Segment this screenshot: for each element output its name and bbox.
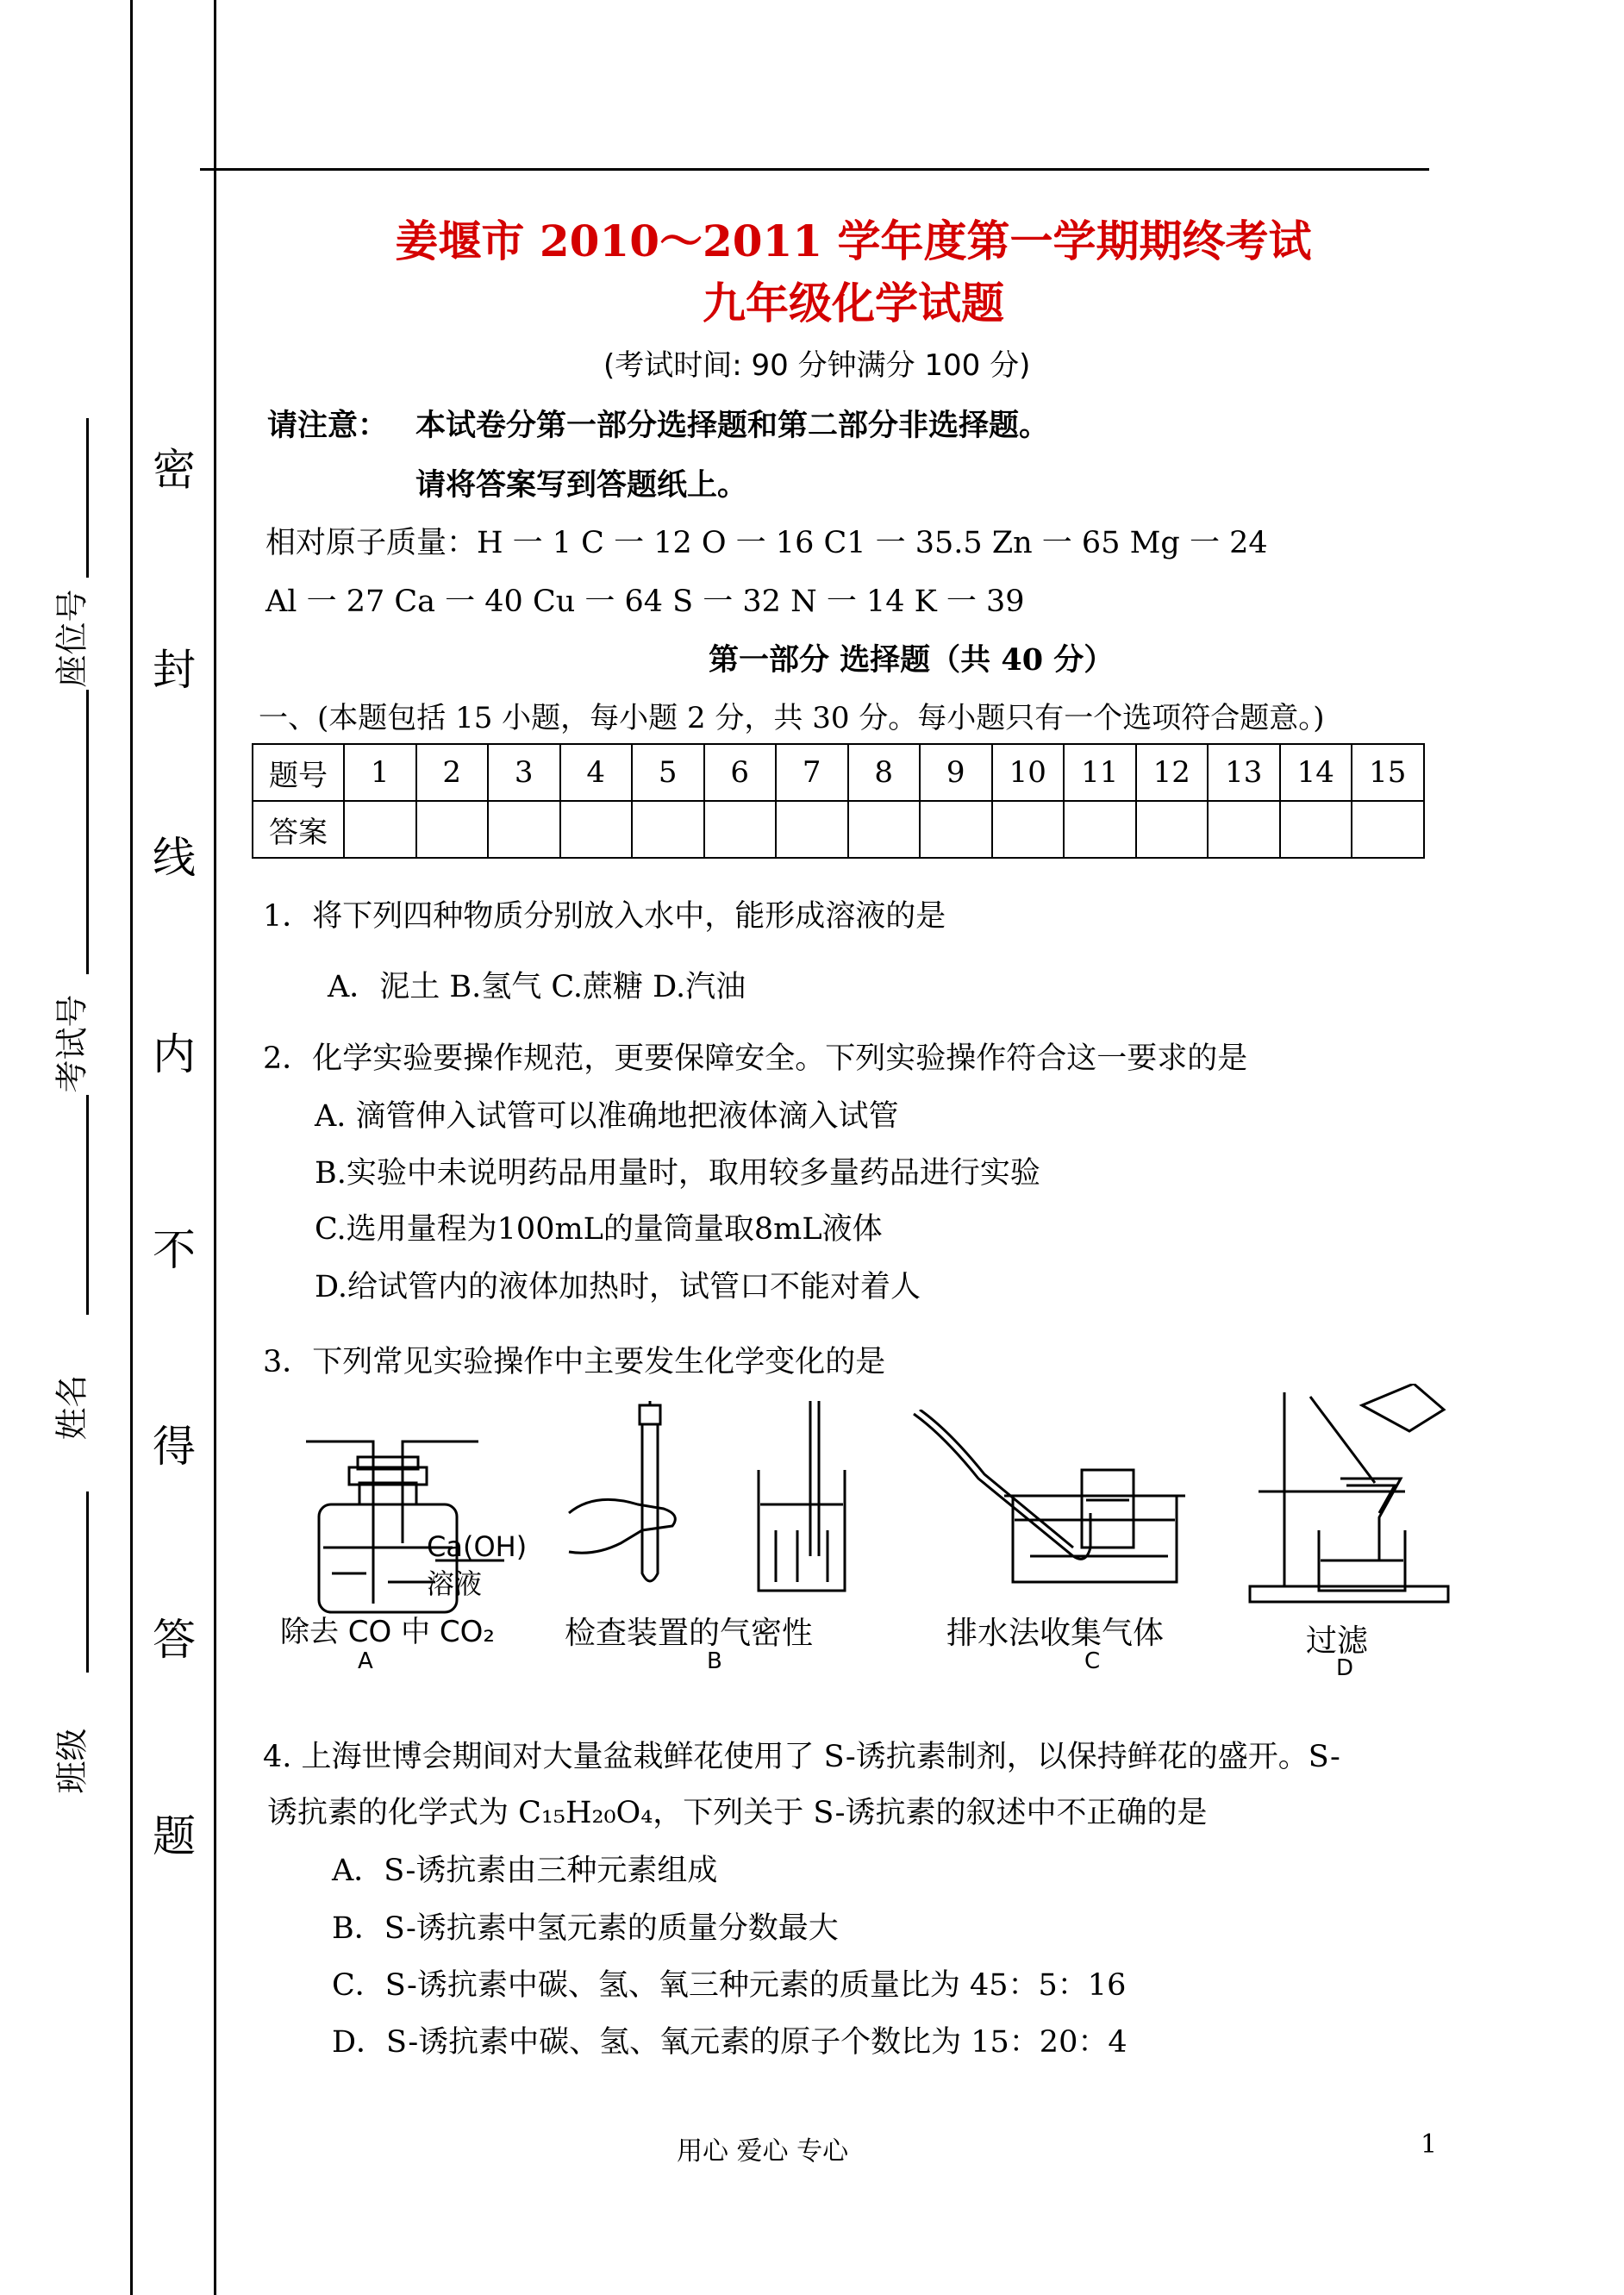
q4-option-d: D．S-诱抗素中碳、氢、氧元素的原子个数比为 15：20：4 xyxy=(332,2025,1127,2060)
q2-option-c: C.选用量程为100mL的量筒量取8mL液体 xyxy=(315,1212,883,1247)
atomic-mass-line-1: 相对原子质量：H 一 1 C 一 12 O 一 16 C1 一 35.5 Zn 一 65 Mg 一 24 xyxy=(265,526,1268,560)
footer-motto: 用心 爱心 专心 xyxy=(677,2136,849,2167)
answer-cell[interactable] xyxy=(416,801,489,858)
margin-line-outer xyxy=(130,0,133,2295)
question-number-cell: 15 xyxy=(1352,744,1424,801)
q2-option-a: A. 滴管伸入试管可以准确地把液体滴入试管 xyxy=(315,1099,899,1134)
question-number-cell: 6 xyxy=(704,744,777,801)
answer-cell[interactable] xyxy=(704,801,777,858)
table-row xyxy=(253,744,1424,801)
question-number-cell: 10 xyxy=(992,744,1065,801)
q4-option-c: C．S-诱抗素中碳、氢、氧三种元素的质量比为 45：5：16 xyxy=(332,1968,1127,2003)
answer-cell[interactable] xyxy=(848,801,921,858)
question-number-cell: 1 xyxy=(344,744,416,801)
seal-char-2: 封 xyxy=(153,645,196,695)
answer-cell[interactable] xyxy=(920,801,992,858)
apparatus-c-caption: 排水法收集气体 xyxy=(946,1616,1165,1651)
exam-number-label: 考试号 xyxy=(53,994,91,1093)
answer-cell[interactable] xyxy=(1136,801,1209,858)
question-number-cell: 4 xyxy=(560,744,633,801)
q1-options: A．泥土 B.氢气 C.蔗糖 D.汽油 xyxy=(328,970,746,1004)
apparatus-b-letter: B xyxy=(707,1648,722,1674)
apparatus-a-caption: 除去 CO 中 CO₂ xyxy=(280,1615,496,1649)
exam-title: 姜堰市 2010～2011 学年度第一学期期终考试 xyxy=(395,216,1312,266)
question-number-cell: 11 xyxy=(1064,744,1136,801)
part1-heading: 第一部分 选择题（共 40 分） xyxy=(709,642,1115,678)
q2-option-d: D.给试管内的液体加热时，试管口不能对着人 xyxy=(315,1270,921,1304)
question-number-cell: 2 xyxy=(416,744,489,801)
seat-number-label: 座位号 xyxy=(53,589,91,688)
seal-char-4: 内 xyxy=(153,1029,196,1079)
apparatus-b-caption: 检查装置的气密性 xyxy=(565,1616,814,1651)
exam-number-line xyxy=(86,690,89,974)
answer-cell[interactable] xyxy=(1064,801,1136,858)
answer-cell[interactable] xyxy=(992,801,1065,858)
apparatus-a-letter: A xyxy=(358,1648,373,1674)
question-number-cell: 13 xyxy=(1208,744,1280,801)
apparatus-d-letter: D xyxy=(1336,1655,1354,1681)
q4-stem-line-1: 4. 上海世博会期间对大量盆栽鲜花使用了 S-诱抗素制剂，以保持鲜花的盛开。S- xyxy=(263,1740,1340,1774)
part1-instruction: 一、(本题包括 15 小题，每小题 2 分，共 30 分。每小题只有一个选项符合题意。) xyxy=(259,701,1325,735)
class-line xyxy=(86,1491,89,1673)
answer-table xyxy=(252,743,1425,859)
notice-label: 请注意： xyxy=(267,408,389,443)
answer-cell[interactable] xyxy=(344,801,416,858)
table-row xyxy=(253,801,1424,858)
answer-cell[interactable] xyxy=(1208,801,1280,858)
question-number-cell: 9 xyxy=(920,744,992,801)
seal-char-8: 题 xyxy=(153,1811,196,1861)
answer-cell[interactable] xyxy=(560,801,633,858)
table-header-cell: 题号 xyxy=(253,744,344,801)
apparatus-d-filtration xyxy=(1241,1384,1465,1608)
apparatus-a-reagent-label-2: 溶液 xyxy=(427,1567,483,1600)
question-number-cell: 7 xyxy=(776,744,848,801)
seal-char-7: 答 xyxy=(153,1615,196,1665)
notice-line-1: 本试卷分第一部分选择题和第二部分非选择题。 xyxy=(415,408,1050,443)
seat-number-line xyxy=(86,418,89,578)
question-number-cell: 12 xyxy=(1136,744,1209,801)
apparatus-a-reagent-label-1: Ca(OH) xyxy=(427,1530,528,1563)
table-header-cell: 答案 xyxy=(253,801,344,858)
answer-cell[interactable] xyxy=(1352,801,1424,858)
apparatus-a-gas-washing-bottle xyxy=(306,1431,530,1621)
question-number-cell: 8 xyxy=(848,744,921,801)
q4-stem-line-2: 诱抗素的化学式为 C₁₅H₂₀O₄，下列关于 S-诱抗素的叙述中不正确的是 xyxy=(267,1796,1208,1830)
q4-option-b: B．S-诱抗素中氢元素的质量分数最大 xyxy=(332,1911,839,1946)
page-number: 1 xyxy=(1421,2129,1438,2160)
q2-stem: 2．化学实验要操作规范，更要保障安全。下列实验操作符合这一要求的是 xyxy=(263,1041,1248,1076)
apparatus-c-letter: C xyxy=(1084,1648,1101,1674)
q3-stem: 3．下列常见实验操作中主要发生化学变化的是 xyxy=(263,1345,886,1379)
question-number-cell: 5 xyxy=(632,744,704,801)
notice-line-2: 请将答案写到答题纸上。 xyxy=(415,467,748,503)
name-line xyxy=(86,1095,89,1315)
answer-cell[interactable] xyxy=(1280,801,1352,858)
q4-option-a: A．S-诱抗素由三种元素组成 xyxy=(332,1854,718,1888)
apparatus-c-water-displacement xyxy=(909,1410,1194,1591)
class-label: 班级 xyxy=(53,1728,91,1794)
name-label: 姓名 xyxy=(53,1374,91,1441)
atomic-mass-line-2: Al 一 27 Ca 一 40 Cu 一 64 S 一 32 N 一 14 K 一 39 xyxy=(265,585,1025,619)
answer-cell[interactable] xyxy=(776,801,848,858)
q2-option-b: B.实验中未说明药品用量时，取用较多量药品进行实验 xyxy=(315,1156,1040,1191)
exam-subtitle: 九年级化学试题 xyxy=(703,278,1004,328)
apparatus-b-airtightness-check xyxy=(560,1401,853,1599)
seal-char-6: 得 xyxy=(153,1422,196,1472)
answer-cell[interactable] xyxy=(488,801,560,858)
apparatus-d-caption: 过滤 xyxy=(1306,1623,1369,1659)
seal-char-3: 线 xyxy=(153,833,196,883)
question-number-cell: 3 xyxy=(488,744,560,801)
exam-info: (考试时间: 90 分钟满分 100 分) xyxy=(603,348,1031,383)
question-number-cell: 14 xyxy=(1280,744,1352,801)
header-rule xyxy=(200,168,1429,171)
answer-cell[interactable] xyxy=(632,801,704,858)
margin-line-inner xyxy=(214,0,216,2295)
seal-char-1: 密 xyxy=(153,445,196,495)
seal-char-5: 不 xyxy=(153,1225,196,1275)
q1-stem: 1．将下列四种物质分别放入水中，能形成溶液的是 xyxy=(263,899,946,934)
